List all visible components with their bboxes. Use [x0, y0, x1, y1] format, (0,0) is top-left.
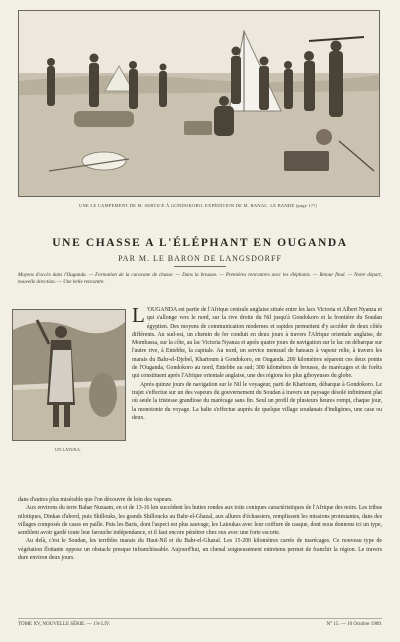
camp-photograph [18, 10, 380, 197]
body-paragraph: Aux environs du terre Bahar Nuzaam, en et de 13-16 km succèdent les huttes rondes aux toits coniques caractéristiques de l'Afrique des noirs. Les tribus nilotiques, Dinkas d'abord, puis Shillouks, les grands Shilloucks au Bahr-el-Ghazal, aux allures d'échassiers, remplissent les missions protestantes, dans des villages composés de cases en paille. Puis les Baris, dont l'aspect est plus sauvage, les Latoukas avec leur coiffure de casque, dont nous donnons ici un type, semblent avoir gardé toute leur farouche indépendance, et il faut encore pénétrer chez eux avec une forte escorte. [18, 505, 382, 537]
body-paragraph: L 'OUGANDA est partie de l'Afrique centrale anglaise située entre les lacs Victoria et Albert Nyanza et qui s'allonge vers le nord, sur la rive droite du Nil jusqu'à Gondokoro et la frontière du Soudan égyptien. Des moyens de communication modernes et rapides permettent d'y accéder de deux côtés différents. Au sud-est, un chemin de fer conduit en deux jours à travers l'Afrique orientale anglaise, de Mombassa, sur la côte, au lac Victoria Nyanza et après quatre jours de navigation sur le lac on débarque sur l'autre rive, à Entebbe, la capitale. Au nord, un service mensuel de bateaux à vapeur relie, à travers les marais du Bahr-el-Djebel, Khartoum à Gondokoro, en Ouganda. 200 kilomètres séparent ces deux points de l'Ouganda, Gondokoro au nord, Entebbe au sud; 300 kilomètres de brousse, de marécages et de forêts qui constituent après l'Afrique orientale anglaise, une des régions les plus giboyeuses du globe. [132, 303, 382, 380]
body-full-width [18, 496, 382, 562]
body-paragraph: Au delà, c'est le Soudan, les terribles marais du Haut-Nil et du Bahr-el-Ghazal. Les 15-200 kilomètres carrés de marécages. Ce nouveau type de végétation flottante oppose un obstacle presque infranchissable. Aujourd'hui, un chenal soigneusement entretenu permet de franchir la région. Le travers dure environ deux jours. [18, 538, 382, 562]
portrait-caption: UN LATUKA. [54, 447, 82, 452]
title-divider [174, 266, 226, 267]
body-paragraph: Après quinze jours de navigation sur le Nil le voyageur, parti de Khartoum, débarque à Gondokoro. Le trajet s'effectue sur un des vapeurs du gouvernement du Soudan à travers un paysage désolé infiniment plat où seule la tristesse grandiose du marécage sans fin. Seul un profil de plusieurs heures rompt, chaque jour, la monotonie du voyage. La halte s'effectue auprès de quelque village soudanais d'indigènes, une case ou deux. [132, 381, 382, 421]
article-summary: Moyens d'accès dans l'Ouganda. — Formation de la caravane de chasse. — Dans la brousse. — Premières rencontres avec les éléphants. — Retour final. — Notre départ, nouvelle direction. — Une belle rencontre. [18, 272, 382, 285]
footer-volume: TOME XV, NOUVELLE SÉRIE. — 1?e LIV. [18, 622, 111, 627]
body-paragraph: dans d'autres plus misérable que l'on découvre de loin des vapeurs. [18, 497, 173, 503]
article-byline: PAR M. LE BARON DE LANGSDORFF [118, 254, 282, 263]
portrait-photograph [12, 309, 126, 441]
article-title: UNE CHASSE A L'ÉLÉPHANT EN OUGANDA [52, 237, 348, 249]
drop-cap: L [132, 303, 145, 327]
body-column [132, 303, 382, 422]
footer-issue: N° 15. — 10 Octobre 1909. [326, 622, 382, 627]
page-footer [18, 618, 382, 631]
photo-caption: UNE LE CAMPEMENT DE M. SERVICE À GONDOKORO, EXPÉDITION DE M. BANAC. LE BANDE (page 1??) [78, 203, 318, 208]
